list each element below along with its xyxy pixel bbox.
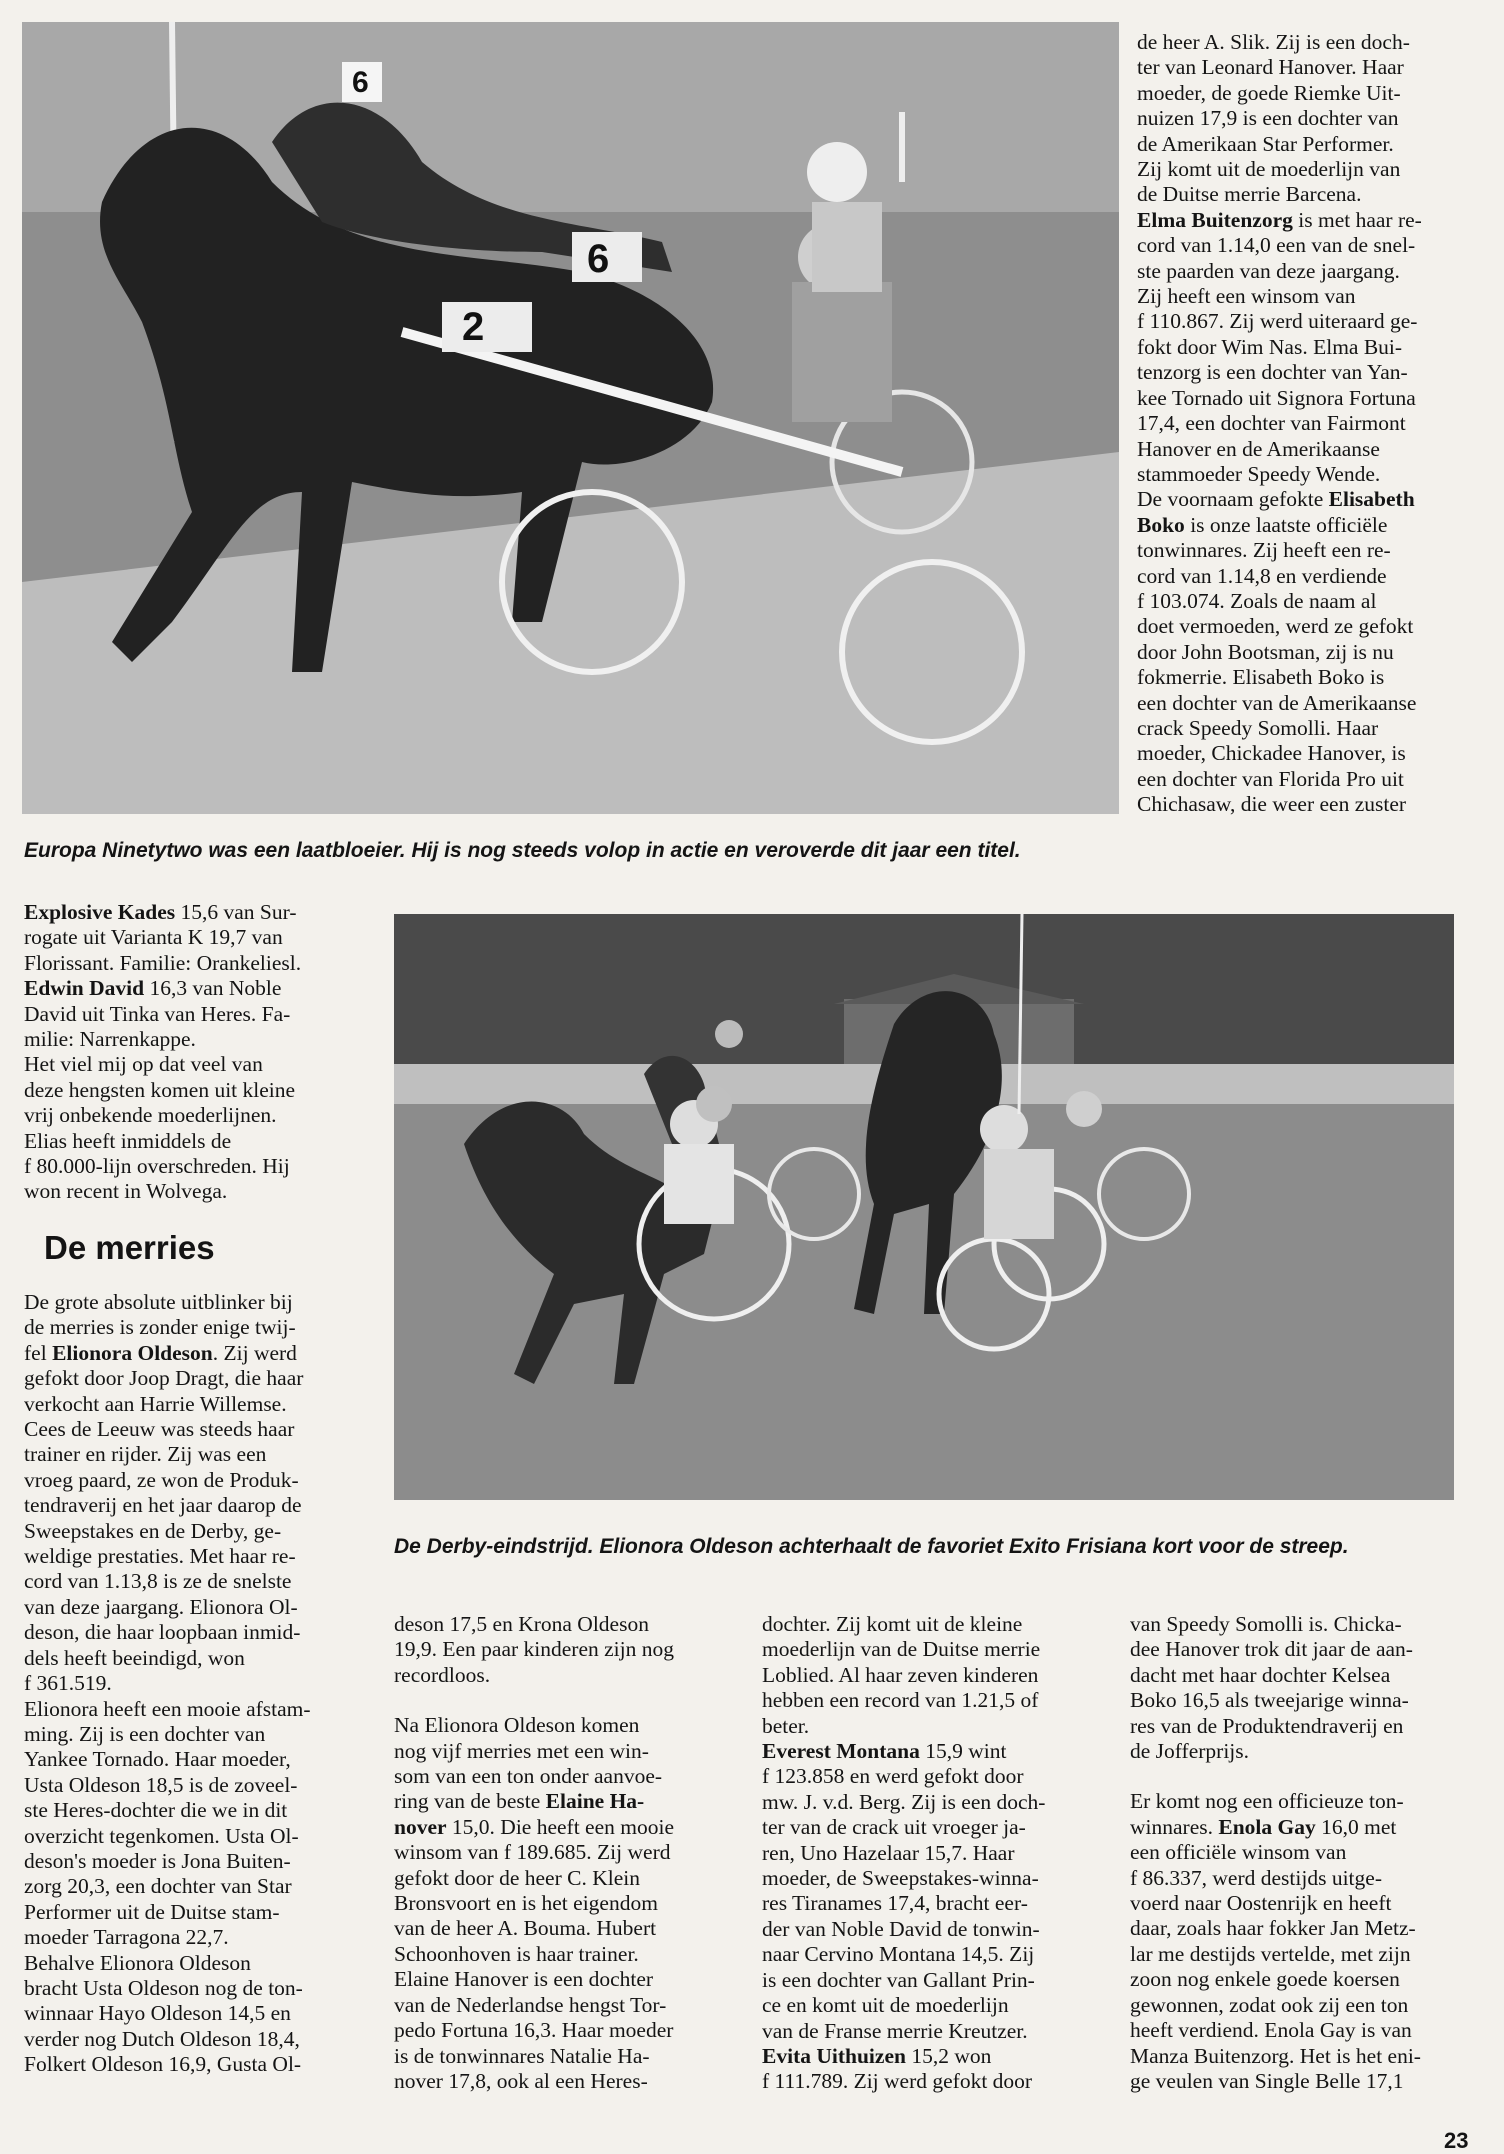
rc-line: de Amerikaan Star Performer. bbox=[1137, 131, 1394, 156]
horse-name: Elisabeth bbox=[1328, 487, 1415, 512]
svg-text:2: 2 bbox=[462, 305, 485, 349]
horse-name: Evita Uithuizen bbox=[762, 2043, 906, 2068]
horse-name: Edwin David bbox=[24, 976, 145, 1001]
svg-text:6: 6 bbox=[587, 237, 610, 281]
caption-top-photo: Europa Ninetytwo was een laatbloeier. Hij is nog steeds volop in actie en veroverde dit jaar een titel. bbox=[24, 839, 1021, 862]
page-number: 23 bbox=[1444, 2128, 1469, 2153]
horse-name: Enola Gay bbox=[1218, 1814, 1316, 1839]
rc-line: ter van Leonard Hanover. Haar bbox=[1137, 55, 1404, 80]
text-column-2: deson 17,5 en Krona Oldeson 19,9. Een paar kinderen zijn nog recordloos. Na Elionora Oldeson komen nog vijf merries met een win- som van een ton onder aanvoe- ring van de beste Elaine Ha- nover 15,0. Die heeft een mooie winsom van f 189.685. Zij werd gefokt door de heer C. Klein Bronsvoort en is het eigendom van de heer A. Bouma. Hubert Schoonhoven is haar trainer. Elaine Hanover is een dochter van de Nederlandse hengst Tor- pedo Fortuna 16,3. Haar moeder is de tonwinnares Natalie Ha- nover 17,8, ook al een Heres- bbox=[394, 1612, 675, 2093]
horse-name: Boko bbox=[1137, 512, 1185, 537]
svg-text:6: 6 bbox=[352, 66, 369, 99]
rc-line: nuizen 17,9 is een dochter van bbox=[1137, 106, 1399, 131]
horse-name: Elionora Oldeson bbox=[52, 1340, 213, 1365]
rc-line: Zij komt uit de moederlijn van bbox=[1137, 157, 1401, 182]
rc-line: moeder, de goede Riemke Uit- bbox=[1137, 80, 1401, 105]
photo-illustration-middle bbox=[394, 914, 1454, 1500]
photo-derby-final bbox=[394, 914, 1454, 1500]
horse-name: Elma Buitenzorg bbox=[1137, 207, 1293, 232]
text-column-right-top: de heer A. Slik. Zij is een doch- ter van Leonard Hanover. Haar moeder, de goede Riemke Uit- nuizen 17,9 is een dochter van de Amerikaan Star Performer. Zij komt uit de moederlijn van de Duitse merrie Barcena. Elma Buitenzorg is met haar re- cord van 1.14,0 een van de snel- ste paarden van deze jaargang. Zij heeft een winsom van f 110.867. Zij werd uiteraard ge- fokt door Wim Nas. Elma Bui- tenzorg is een dochter van Yan- kee Tornado uit Signora Fortuna 17,4, een dochter van Fairmont Hanover en de Amerikaanse stammoeder Speedy Wende. De voornaam gefokte Elisabeth Boko is onze laatste officiële tonwinnares. Zij heeft een re- cord van 1.14,8 en verdiende f 103.074. Zoals de naam al doet vermoeden, werd ze gefokt door John Bootsman, zij is nu fokmerrie. Elisabeth Boko is een dochter van de Amerikaanse crack Speedy Somolli. Haar moeder, Chickadee Hanover, is een dochter van Florida Pro uit Chichasaw, die weer een zuster bbox=[1137, 30, 1477, 818]
text-column-left: Explosive Kades 15,6 van Sur- rogate uit Varianta K 19,7 van Florissant. Familie: Orankeliesl. Edwin David 16,3 van Noble David uit Tinka van Heres. Fa- milie: Narrenkappe. Het viel mij op dat veel van deze hengsten komen uit kleine vrij onbekende moederlijnen. Elias heeft inmiddels de f 80.000-lijn overschreden. Hij won recent in Wolvega. bbox=[24, 900, 302, 1204]
text-column-left-merries: De grote absolute uitblinker bij de merries is zonder enige twij- fel Elionora Oldeson. Zij werd gefokt door Joop Dragt, die haar verkocht aan Harrie Willemse. Cees de Leeuw was steeds haar trainer en rijder. Zij was een vroeg paard, ze won de Produk- tendraverij en het jaar daarop de Sweepstakes en de Derby, ge- weldige prestaties. Met haar re- cord van 1.13,8 is ze de snelste van deze jaargang. Elionora Ol- deson, die haar loopbaan inmid- dels heeft beeindigd, won f 361.519. Elionora heeft een mooie afstam- ming. Zij is een dochter van Yankee Tornado. Haar moeder, Usta Oldeson 18,5 is de zoveel- ste Heres-dochter die we in dit overzicht tegenkomen. Usta Ol- deson's moeder is Jona Buiten- zorg 20,3, een dochter van Star Performer uit de Duitse stam- moeder Tarragona 22,7. Behalve Elionora Oldeson bracht Usta Oldeson nog de ton- winnaar Hayo Oldeson 14,5 en verder nog Dutch Oldeson 18,4, Folkert Oldeson 16,9, Gusta Ol- bbox=[24, 1290, 311, 2077]
text-column-3: dochter. Zij komt uit de kleine moederlijn van de Duitse merrie Loblied. Al haar zeven kinderen hebben een record van 1.21,5 of beter. Everest Montana 15,9 wint f 123.858 en werd gefokt door mw. J. v.d. Berg. Zij is een doch- ter van de crack uit vroeger ja- ren, Uno Hazelaar 15,7. Haar moeder, de Sweepstakes-winna- res Tiranames 17,4, bracht eer- der van Noble David de tonwin- naar Cervino Montana 14,5. Zij is een dochter van Gallant Prin- ce en komt uit de moederlijn van de Franse merrie Kreutzer. Evita Uithuizen 15,2 won f 111.789. Zij werd gefokt door bbox=[762, 1612, 1046, 2094]
photo-harness-race-top bbox=[22, 22, 1119, 814]
rc-line: de Duitse merrie Barcena. bbox=[1137, 182, 1362, 207]
horse-name: Elaine Ha- bbox=[545, 1789, 645, 1814]
caption-middle-photo: De Derby-eindstrijd. Elionora Oldeson achterhaalt de favoriet Exito Frisiana kort voor de streep. bbox=[394, 1535, 1349, 1558]
horse-name: Explosive Kades bbox=[24, 900, 176, 924]
rc-line: de heer A. Slik. Zij is een doch- bbox=[1137, 30, 1410, 54]
text-column-4: van Speedy Somolli is. Chicka- dee Hanover trok dit jaar de aan- dacht met haar dochter Kelsea Boko 16,5 als tweejarige winna- res van de Produktendraverij en de Jofferprijs. Er komt nog een officieuze ton- winnares. Enola Gay 16,0 met een officiële winsom van f 86.337, werd destijds uitge- voerd naar Oostenrijk en heeft daar, zoals haar fokker Jan Metz- lar me destijds vertelde, met zijn zoon nog enkele goede koersen gewonnen, zodat ook zij een ton heeft verdiend. Enola Gay is van Manza Buitenzorg. Het is het eni- ge veulen van Single Belle 17,1 bbox=[1130, 1612, 1421, 2093]
horse-name: Everest Montana bbox=[762, 1739, 920, 1764]
section-heading: De merries bbox=[44, 1229, 215, 1266]
horse-name: nover bbox=[394, 1814, 447, 1839]
photo-illustration-top bbox=[22, 22, 1119, 814]
